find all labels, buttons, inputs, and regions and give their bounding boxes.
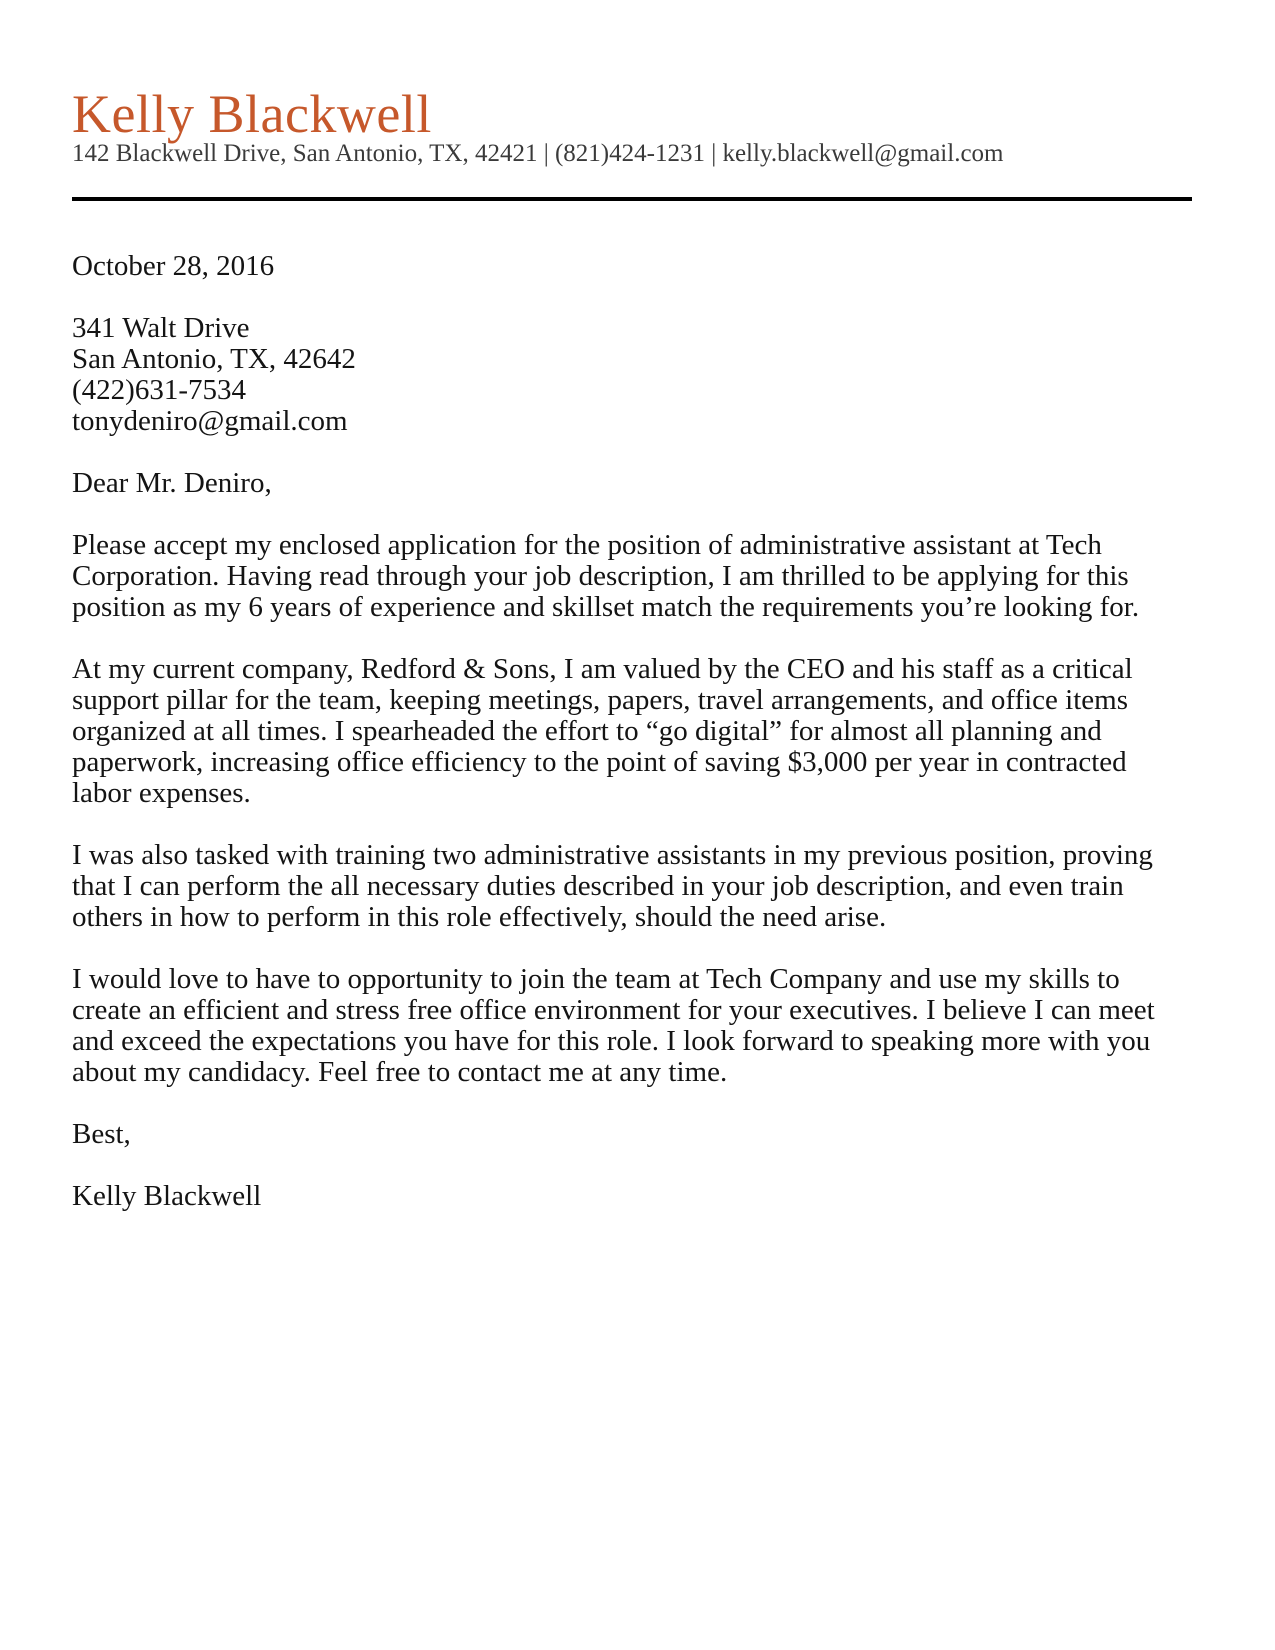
- header-divider-rule: [72, 197, 1192, 201]
- recipient-email: tonydeniro@gmail.com: [72, 405, 348, 437]
- signature-name: Kelly Blackwell: [72, 1180, 262, 1212]
- sender-name-heading: Kelly Blackwell: [72, 84, 432, 144]
- recipient-phone: (422)631-7534: [72, 374, 246, 406]
- body-paragraph-3: I was also tasked with training two administrative assistants in my previous position, proving that I can perform the all necessary duties described in your job description, and even train others in how to perform in this role effectively, should the need arise.: [72, 839, 1153, 933]
- salutation: Dear Mr. Deniro,: [72, 467, 272, 499]
- sender-contact-line: 142 Blackwell Drive, San Antonio, TX, 42421 | (821)424-1231 | kelly.blackwell@gmail.com: [72, 140, 1004, 167]
- recipient-address-line2: San Antonio, TX, 42642: [72, 343, 356, 375]
- recipient-address-line1: 341 Walt Drive: [72, 312, 250, 344]
- body-paragraph-2: At my current company, Redford & Sons, I am valued by the CEO and his staff as a critical support pillar for the team, keeping meetings, papers, travel arrangements, and office items organized at all times. I spearheaded the effort to “go digital” for almost all planning and paperwork, increasing office efficiency to the point of saving $3,000 per year in contracted labor expenses.: [72, 653, 1133, 809]
- closing: Best,: [72, 1118, 131, 1150]
- recipient-address-block: [72, 313, 1192, 437]
- body-paragraph-4: I would love to have to opportunity to join the team at Tech Company and use my skills to create an efficient and stress free office environment for your executives. I believe I can meet and exceed the expectations you have for this role. I look forward to speaking more with you about my candidacy. Feel free to contact me at any time.: [72, 963, 1155, 1088]
- letter-content: [72, 84, 1192, 1212]
- body-paragraph-1: Please accept my enclosed application for the position of administrative assistant at Tech Corporation. Having read through your job description, I am thrilled to be applying for this position as my 6 years of experience and skillset match the requirements you’re looking for.: [72, 529, 1140, 623]
- letter-date: October 28, 2016: [72, 250, 275, 282]
- letter-body: [72, 251, 1192, 1212]
